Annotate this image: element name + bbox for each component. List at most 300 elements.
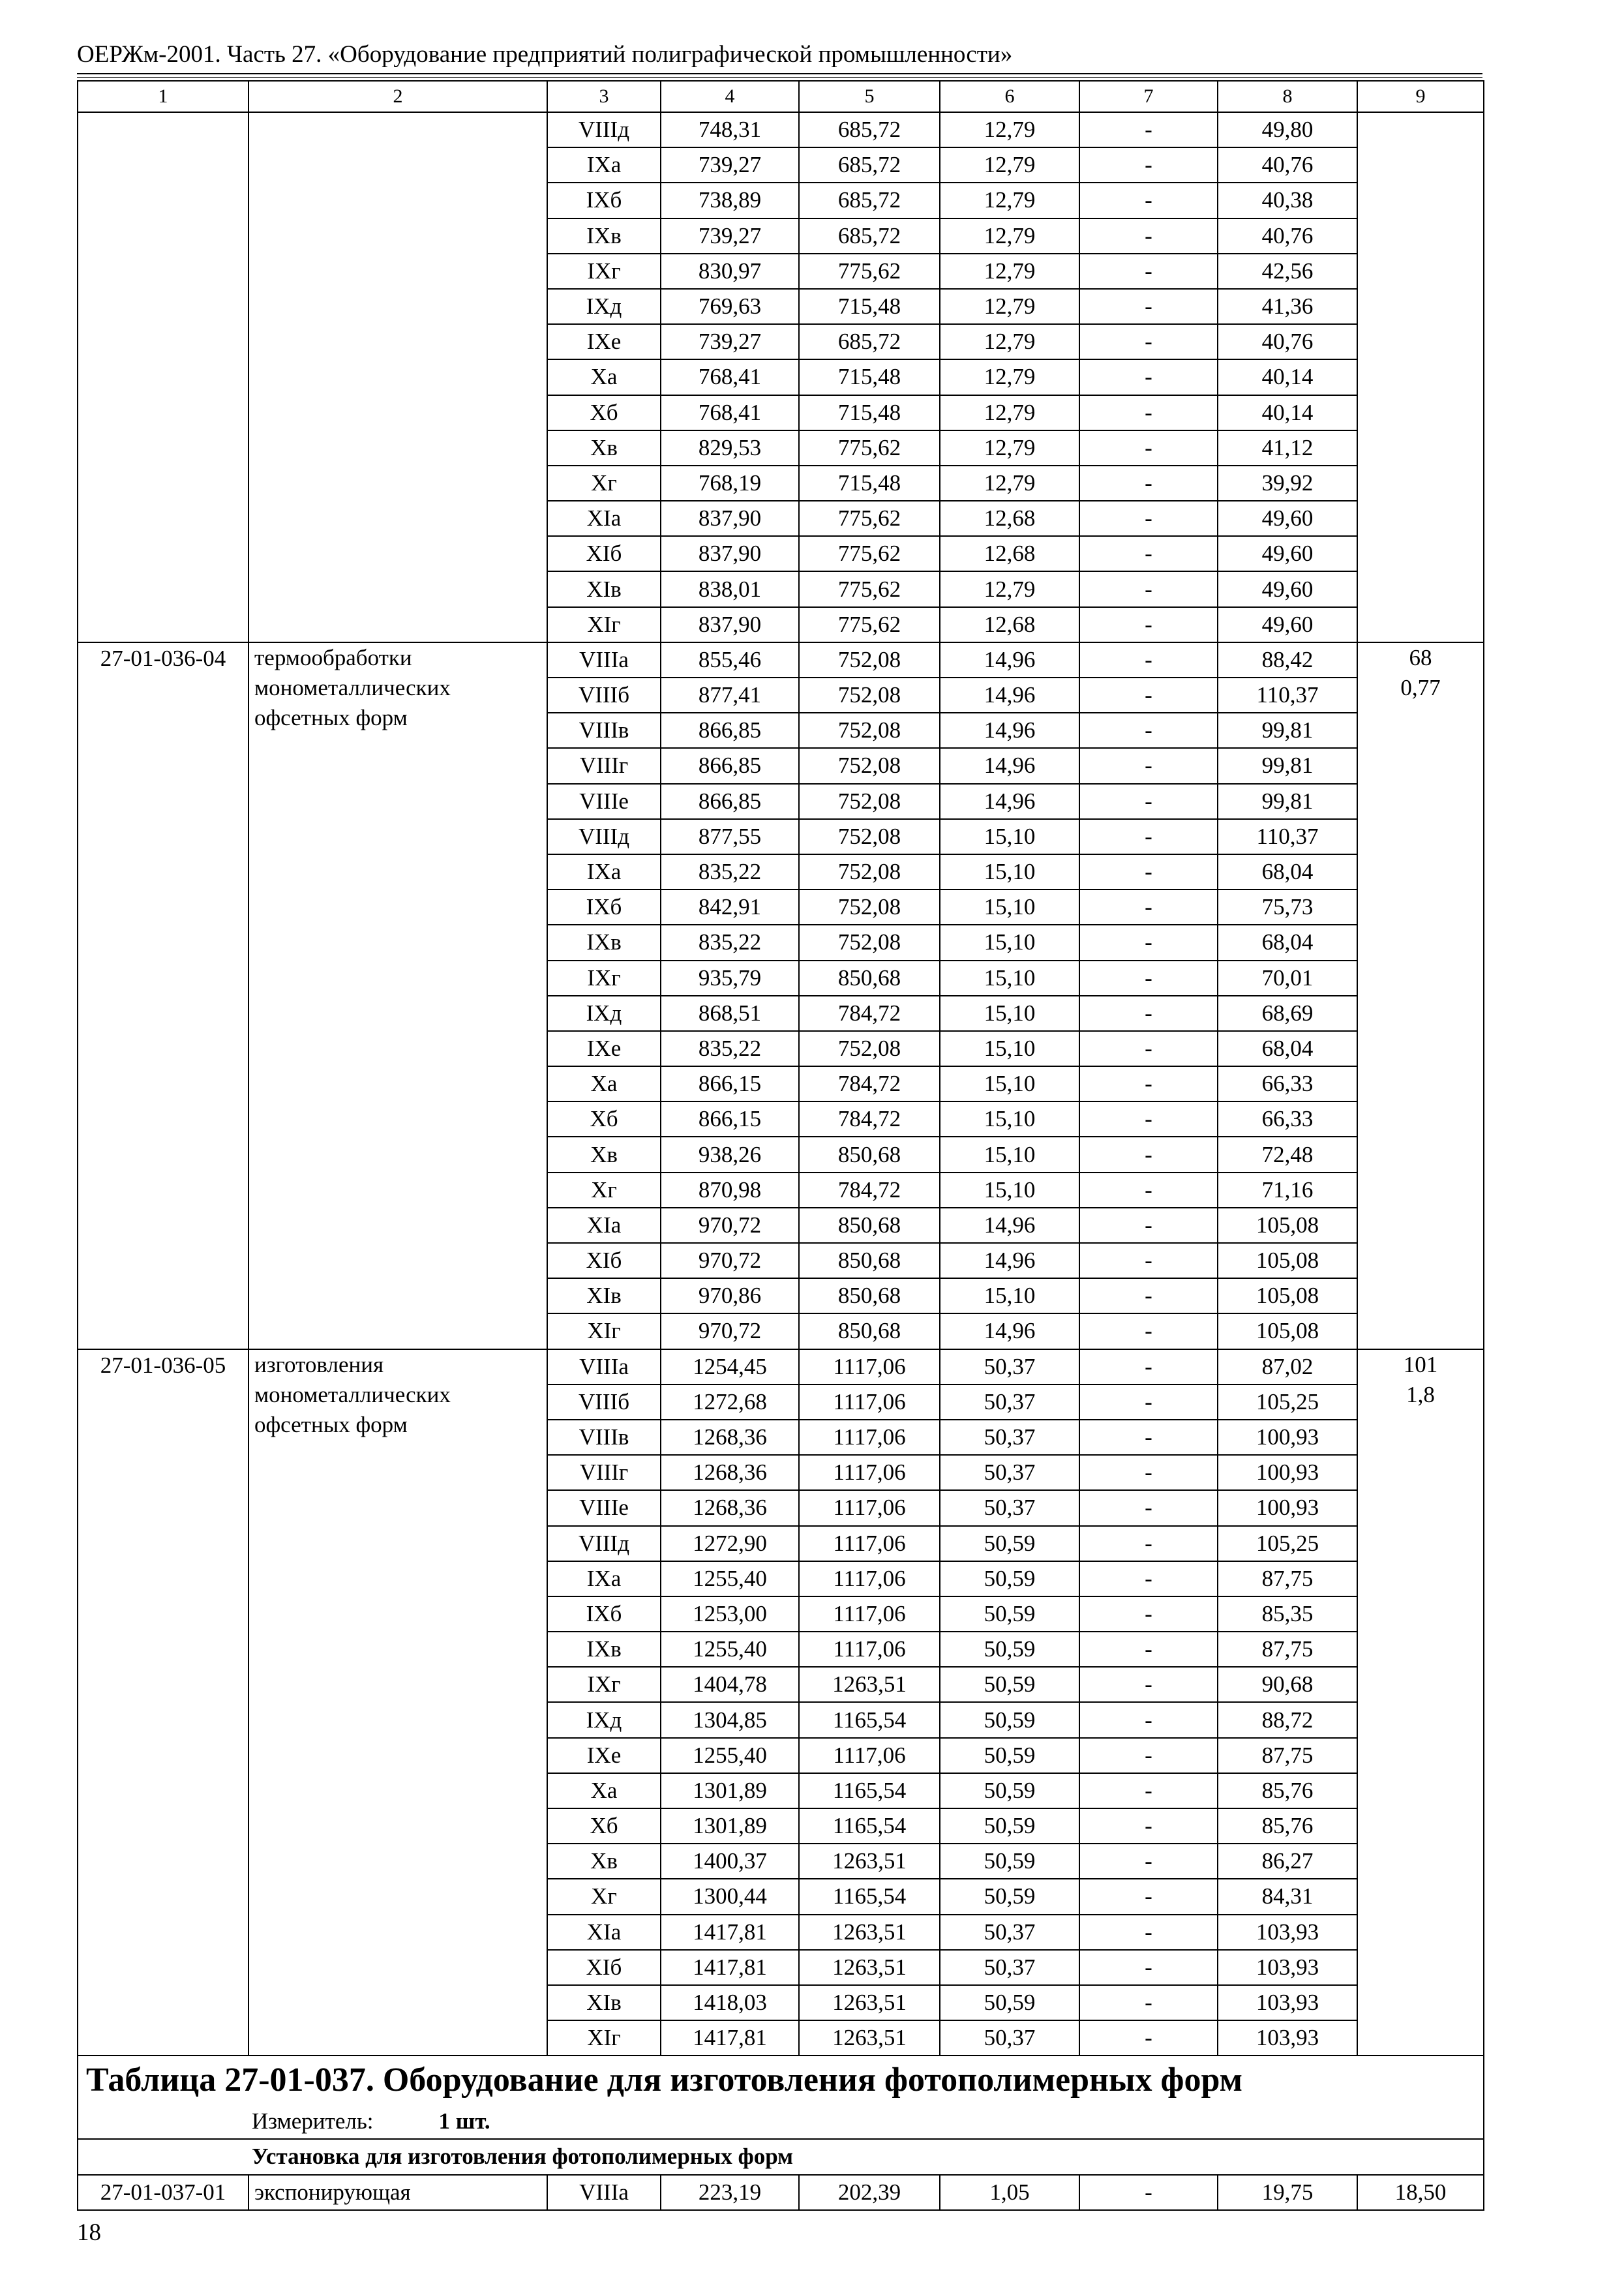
table-cell: VIIIв	[547, 713, 661, 748]
measure-label: Измеритель:	[252, 2108, 374, 2134]
table-cell: 1417,81	[661, 2020, 799, 2056]
table-cell: -	[1079, 607, 1218, 642]
measure-row	[78, 2104, 1484, 2139]
table-cell: 15,10	[940, 996, 1079, 1031]
table-cell: 49,60	[1218, 607, 1357, 642]
table-cell: 15,10	[940, 1137, 1079, 1172]
table-cell: 866,85	[661, 713, 799, 748]
table-cell: 1268,36	[661, 1490, 799, 1525]
table-cell: IXa	[547, 854, 661, 890]
table-cell: 12,79	[940, 359, 1079, 395]
table-cell: 68,04	[1218, 854, 1357, 890]
table-cell: 70,01	[1218, 961, 1357, 996]
table-cell: 85,76	[1218, 1808, 1357, 1844]
table-cell: VIIIд	[547, 112, 661, 147]
table-cell: 784,72	[799, 1066, 940, 1101]
table-cell: 1165,54	[799, 1773, 940, 1808]
table-cell: XIв	[547, 571, 661, 606]
column-number: 7	[1079, 81, 1218, 112]
table-cell: -	[1079, 748, 1218, 783]
table-title: Таблица 27-01-037. Оборудование для изготовления фотополимерных форм	[78, 2056, 1484, 2104]
table-cell: -	[1079, 925, 1218, 960]
table-title-row	[78, 2056, 1484, 2104]
table-cell: 752,08	[799, 748, 940, 783]
table-cell: -	[1079, 1101, 1218, 1137]
table-cell: 50,59	[940, 1596, 1079, 1632]
table-cell: 12,79	[940, 430, 1079, 466]
table-cell: XIa	[547, 1208, 661, 1243]
column-number: 9	[1357, 81, 1484, 112]
table-cell: 752,08	[799, 678, 940, 713]
table-cell: XIв	[547, 1278, 661, 1313]
table-cell: VIIIe	[547, 784, 661, 819]
labor-cost-cell: 68 0,77	[1357, 642, 1484, 1349]
table-cell: 15,10	[940, 819, 1079, 854]
table-cell: 87,75	[1218, 1632, 1357, 1667]
table-cell: -	[1079, 1031, 1218, 1066]
table-cell: 75,73	[1218, 890, 1357, 925]
table-cell: 105,25	[1218, 1526, 1357, 1561]
table-cell: 99,81	[1218, 713, 1357, 748]
table-cell: 938,26	[661, 1137, 799, 1172]
table-cell: 50,37	[940, 1349, 1079, 1384]
table-cell: 775,62	[799, 536, 940, 571]
table-cell: 50,59	[940, 1879, 1079, 1914]
table-cell: 41,12	[1218, 430, 1357, 466]
rates-table	[77, 80, 1484, 2211]
table-cell: 784,72	[799, 1173, 940, 1208]
table-cell: -	[1079, 536, 1218, 571]
table-cell: 877,55	[661, 819, 799, 854]
table-cell: 12,68	[940, 607, 1079, 642]
table-cell: 830,97	[661, 254, 799, 289]
table-cell: 12,79	[940, 571, 1079, 606]
table-cell: 66,33	[1218, 1066, 1357, 1101]
table-cell: -	[1079, 1384, 1218, 1420]
table-cell: 775,62	[799, 430, 940, 466]
table-cell: Xв	[547, 1844, 661, 1879]
table-cell: Xг	[547, 1879, 661, 1914]
table-cell: 685,72	[799, 147, 940, 183]
table-cell: -	[1079, 1950, 1218, 1985]
rate-code	[78, 112, 248, 642]
table-cell: 838,01	[661, 571, 799, 606]
table-cell: -	[1079, 430, 1218, 466]
table-cell: -	[1079, 359, 1218, 395]
table-cell: 50,59	[940, 1667, 1079, 1702]
table-cell: 87,75	[1218, 1561, 1357, 1596]
table-cell: 49,60	[1218, 571, 1357, 606]
table-cell: 870,98	[661, 1173, 799, 1208]
table-cell: -	[1079, 112, 1218, 147]
table-cell: 12,79	[940, 183, 1079, 218]
table-cell: 105,08	[1218, 1313, 1357, 1349]
table-cell: -	[1079, 1879, 1218, 1914]
table-cell: 842,91	[661, 890, 799, 925]
table-cell: 835,22	[661, 1031, 799, 1066]
table-cell: 1418,03	[661, 1985, 799, 2020]
table-cell: -	[1079, 1526, 1218, 1561]
table-cell: -	[1079, 395, 1218, 430]
table-cell: 99,81	[1218, 784, 1357, 819]
table-cell: 18,50	[1357, 2175, 1484, 2210]
table-cell: 12,79	[940, 254, 1079, 289]
table-cell: VIIIб	[547, 678, 661, 713]
table-cell: 15,10	[940, 1101, 1079, 1137]
table-cell: 105,08	[1218, 1243, 1357, 1278]
table-cell: 837,90	[661, 501, 799, 536]
table-cell: 837,90	[661, 607, 799, 642]
table-cell: 105,25	[1218, 1384, 1357, 1420]
table-cell: 835,22	[661, 925, 799, 960]
table-cell: 19,75	[1218, 2175, 1357, 2210]
column-number: 5	[799, 81, 940, 112]
header-rule	[77, 73, 1482, 74]
column-number: 6	[940, 81, 1079, 112]
table-cell: 87,75	[1218, 1738, 1357, 1773]
table-cell: 86,27	[1218, 1844, 1357, 1879]
table-cell: 15,10	[940, 854, 1079, 890]
table-cell: IXe	[547, 1031, 661, 1066]
table-cell: 715,48	[799, 289, 940, 324]
table-cell: 685,72	[799, 112, 940, 147]
table-cell: 12,79	[940, 324, 1079, 359]
table-cell: 14,96	[940, 678, 1079, 713]
table-cell: 90,68	[1218, 1667, 1357, 1702]
table-cell: IXa	[547, 147, 661, 183]
table-cell: XIб	[547, 1243, 661, 1278]
table-cell: -	[1079, 1667, 1218, 1702]
table-cell: IXe	[547, 1738, 661, 1773]
rate-description: изготовления монометаллических офсетных форм	[248, 1349, 547, 2056]
table-cell: 12,79	[940, 218, 1079, 254]
table-cell: 50,59	[940, 1738, 1079, 1773]
table-cell: 1255,40	[661, 1561, 799, 1596]
table-cell: 50,59	[940, 1773, 1079, 1808]
table-cell: 752,08	[799, 713, 940, 748]
table-cell: 12,79	[940, 147, 1079, 183]
table-cell: XIб	[547, 536, 661, 571]
table-cell: VIIIд	[547, 819, 661, 854]
table-cell: 12,79	[940, 466, 1079, 501]
table-cell: 866,85	[661, 784, 799, 819]
table-cell: -	[1079, 1844, 1218, 1879]
table-cell: 12,79	[940, 289, 1079, 324]
table-cell: 105,08	[1218, 1278, 1357, 1313]
table-cell: 784,72	[799, 1101, 940, 1137]
table-cell: 12,68	[940, 501, 1079, 536]
table-cell: -	[1079, 996, 1218, 1031]
table-cell: IXe	[547, 324, 661, 359]
table-cell: 40,76	[1218, 218, 1357, 254]
table-cell: 1165,54	[799, 1879, 940, 1914]
table-cell: 88,72	[1218, 1702, 1357, 1737]
table-cell: -	[1079, 1066, 1218, 1101]
table-cell: -	[1079, 1915, 1218, 1950]
table-cell: 68,04	[1218, 1031, 1357, 1066]
table-cell: VIIIд	[547, 1526, 661, 1561]
table-cell: 103,93	[1218, 1915, 1357, 1950]
table-cell: 1165,54	[799, 1808, 940, 1844]
table-cell: 868,51	[661, 996, 799, 1031]
table-cell: 752,08	[799, 819, 940, 854]
table-cell: 12,68	[940, 536, 1079, 571]
table-cell: 1263,51	[799, 1985, 940, 2020]
column-number: 1	[78, 81, 248, 112]
table-cell: 71,16	[1218, 1173, 1357, 1208]
measure-value: 1 шт.	[438, 2108, 490, 2134]
table-cell: 752,08	[799, 925, 940, 960]
table-cell: Xб	[547, 1808, 661, 1844]
table-cell: XIг	[547, 2020, 661, 2056]
table-cell: 855,46	[661, 642, 799, 678]
table-cell: 1268,36	[661, 1420, 799, 1455]
table-cell: -	[1079, 1243, 1218, 1278]
table-cell: VIIIa	[547, 1349, 661, 1384]
table-cell: 1117,06	[799, 1490, 940, 1525]
table-cell: IXд	[547, 996, 661, 1031]
table-cell: 1117,06	[799, 1384, 940, 1420]
table-cell: 66,33	[1218, 1101, 1357, 1137]
table-cell: -	[1079, 1278, 1218, 1313]
rate-description: термообработки монометаллических офсетных форм	[248, 642, 547, 1349]
table-cell: 685,72	[799, 183, 940, 218]
table-cell: 15,10	[940, 890, 1079, 925]
table-cell: 1255,40	[661, 1738, 799, 1773]
table-cell: 769,63	[661, 289, 799, 324]
table-cell: 40,76	[1218, 324, 1357, 359]
table-cell: 50,37	[940, 1915, 1079, 1950]
table-cell: IXд	[547, 289, 661, 324]
table-cell: VIIIг	[547, 748, 661, 783]
table-cell: -	[1079, 1349, 1218, 1384]
rate-description: экспонирующая	[248, 2175, 547, 2210]
table-cell: -	[1079, 713, 1218, 748]
table-cell: 40,38	[1218, 183, 1357, 218]
table-cell: 50,37	[940, 1950, 1079, 1985]
table-cell: 877,41	[661, 678, 799, 713]
table-cell: 50,59	[940, 1808, 1079, 1844]
labor-cost-cell: 101 1,8	[1357, 1349, 1484, 2056]
table-cell: 850,68	[799, 1137, 940, 1172]
table-cell: 50,59	[940, 1844, 1079, 1879]
table-cell: 50,59	[940, 1561, 1079, 1596]
table-cell: 202,39	[799, 2175, 940, 2210]
table-cell: 1117,06	[799, 1596, 940, 1632]
table-cell: 1301,89	[661, 1808, 799, 1844]
table-cell: XIб	[547, 1950, 661, 1985]
table-cell: Xa	[547, 359, 661, 395]
table-cell: IXб	[547, 1596, 661, 1632]
table-cell: 100,93	[1218, 1420, 1357, 1455]
table-cell: VIIIa	[547, 2175, 661, 2210]
column-number: 3	[547, 81, 661, 112]
table-cell: Xa	[547, 1773, 661, 1808]
table-cell: Xв	[547, 430, 661, 466]
table-cell: 105,08	[1218, 1208, 1357, 1243]
table-cell: -	[1079, 784, 1218, 819]
table-cell: Xг	[547, 466, 661, 501]
table-cell: 715,48	[799, 359, 940, 395]
table-cell: 15,10	[940, 1173, 1079, 1208]
table-cell: 14,96	[940, 1313, 1079, 1349]
table-cell: 50,59	[940, 1632, 1079, 1667]
table-cell: Xг	[547, 1173, 661, 1208]
labor-cost-cell	[1357, 112, 1484, 642]
table-cell: -	[1079, 1490, 1218, 1525]
table-cell: IXб	[547, 183, 661, 218]
table-cell: -	[1079, 1561, 1218, 1596]
table-cell: 935,79	[661, 961, 799, 996]
table-cell: 850,68	[799, 1313, 940, 1349]
subtitle-row	[78, 2139, 1484, 2174]
table-cell: 14,96	[940, 784, 1079, 819]
table-cell: 15,10	[940, 925, 1079, 960]
table-cell: -	[1079, 1985, 1218, 2020]
table-cell: 14,96	[940, 748, 1079, 783]
table-cell: XIa	[547, 501, 661, 536]
table-cell: 775,62	[799, 501, 940, 536]
table-cell: 1254,45	[661, 1349, 799, 1384]
table-cell: 837,90	[661, 536, 799, 571]
table-cell: VIIIa	[547, 642, 661, 678]
table-cell: 866,15	[661, 1101, 799, 1137]
table-cell: XIг	[547, 1313, 661, 1349]
table-cell: 775,62	[799, 607, 940, 642]
table-cell: 752,08	[799, 784, 940, 819]
measure-cell	[78, 2104, 1484, 2139]
table-cell: 850,68	[799, 1278, 940, 1313]
table-cell: -	[1079, 254, 1218, 289]
table-cell: 866,85	[661, 748, 799, 783]
table-cell: 40,14	[1218, 359, 1357, 395]
table-cell: IXв	[547, 218, 661, 254]
table-cell: 40,14	[1218, 395, 1357, 430]
table-cell: 15,10	[940, 1031, 1079, 1066]
table-cell: 40,76	[1218, 147, 1357, 183]
table-cell: 49,80	[1218, 112, 1357, 147]
table-cell: 1255,40	[661, 1632, 799, 1667]
table-cell: 12,79	[940, 395, 1079, 430]
table-cell: 752,08	[799, 642, 940, 678]
table-cell: 970,72	[661, 1208, 799, 1243]
table-cell: 50,37	[940, 1490, 1079, 1525]
table-cell: 50,59	[940, 1985, 1079, 2020]
table-cell: 685,72	[799, 218, 940, 254]
table-cell: -	[1079, 819, 1218, 854]
equipment-subtitle: Установка для изготовления фотополимерных форм	[78, 2139, 1484, 2174]
table-cell: -	[1079, 1808, 1218, 1844]
table-cell: 85,76	[1218, 1773, 1357, 1808]
table-cell: 15,10	[940, 961, 1079, 996]
rate-code: 27-01-037-01	[78, 2175, 248, 2210]
table-cell: 1263,51	[799, 1844, 940, 1879]
table-row	[78, 642, 1484, 678]
table-cell: -	[1079, 642, 1218, 678]
table-cell: -	[1079, 501, 1218, 536]
table-cell: 84,31	[1218, 1879, 1357, 1914]
table-cell: 103,93	[1218, 1950, 1357, 1985]
table-cell: Xв	[547, 1137, 661, 1172]
table-cell: 14,96	[940, 713, 1079, 748]
table-cell: 1263,51	[799, 1915, 940, 1950]
rate-code: 27-01-036-04	[78, 642, 248, 1349]
table-cell: 72,48	[1218, 1137, 1357, 1172]
table-cell: 1404,78	[661, 1667, 799, 1702]
table-cell: 1,05	[940, 2175, 1079, 2210]
table-cell: 50,37	[940, 1455, 1079, 1490]
table-cell: 768,41	[661, 359, 799, 395]
table-cell: 110,37	[1218, 819, 1357, 854]
table-cell: 1272,90	[661, 1526, 799, 1561]
table-cell: 1117,06	[799, 1349, 940, 1384]
table-cell: 39,92	[1218, 466, 1357, 501]
table-cell: -	[1079, 1702, 1218, 1737]
table-cell: 1304,85	[661, 1702, 799, 1737]
table-cell: 1417,81	[661, 1950, 799, 1985]
table-cell: 1301,89	[661, 1773, 799, 1808]
table-cell: 50,59	[940, 1526, 1079, 1561]
table-cell: 87,02	[1218, 1349, 1357, 1384]
table-cell: 970,72	[661, 1313, 799, 1349]
table-cell: -	[1079, 1173, 1218, 1208]
table-cell: 50,37	[940, 1420, 1079, 1455]
table-cell: Xб	[547, 1101, 661, 1137]
table-cell: -	[1079, 2175, 1218, 2210]
rate-description	[248, 112, 547, 642]
header-rule-thin	[77, 77, 1482, 78]
column-number: 2	[248, 81, 547, 112]
table-cell: 14,96	[940, 642, 1079, 678]
table-cell: IXa	[547, 1561, 661, 1596]
table-cell: 1263,51	[799, 2020, 940, 2056]
table-cell: 739,27	[661, 218, 799, 254]
table-cell: -	[1079, 571, 1218, 606]
table-cell: VIIIв	[547, 1420, 661, 1455]
table-cell: 768,41	[661, 395, 799, 430]
table-cell: 68,69	[1218, 996, 1357, 1031]
table-cell: -	[1079, 147, 1218, 183]
table-cell: 15,10	[940, 1278, 1079, 1313]
table-cell: Xa	[547, 1066, 661, 1101]
table-cell: 85,35	[1218, 1596, 1357, 1632]
table-cell: -	[1079, 2020, 1218, 2056]
table-cell: 1417,81	[661, 1915, 799, 1950]
table-cell: 739,27	[661, 324, 799, 359]
table-cell: IXб	[547, 890, 661, 925]
table-cell: 49,60	[1218, 536, 1357, 571]
table-cell: Xб	[547, 395, 661, 430]
table-cell: -	[1079, 1420, 1218, 1455]
table-cell: -	[1079, 961, 1218, 996]
table-cell: -	[1079, 1738, 1218, 1773]
table-cell: 1400,37	[661, 1844, 799, 1879]
table-cell: IXв	[547, 1632, 661, 1667]
table-cell: 103,93	[1218, 1985, 1357, 2020]
table-cell: 100,93	[1218, 1455, 1357, 1490]
table-cell: 850,68	[799, 1243, 940, 1278]
table-row	[78, 2175, 1484, 2210]
table-cell: 42,56	[1218, 254, 1357, 289]
table-cell: 100,93	[1218, 1490, 1357, 1525]
table-row	[78, 112, 1484, 147]
table-cell: -	[1079, 466, 1218, 501]
table-cell: 784,72	[799, 996, 940, 1031]
column-number: 4	[661, 81, 799, 112]
table-cell: 752,08	[799, 1031, 940, 1066]
page-header: ОЕРЖм-2001. Часть 27. «Оборудование предприятий полиграфической промышленности»	[77, 41, 1013, 68]
table-cell: 1272,68	[661, 1384, 799, 1420]
